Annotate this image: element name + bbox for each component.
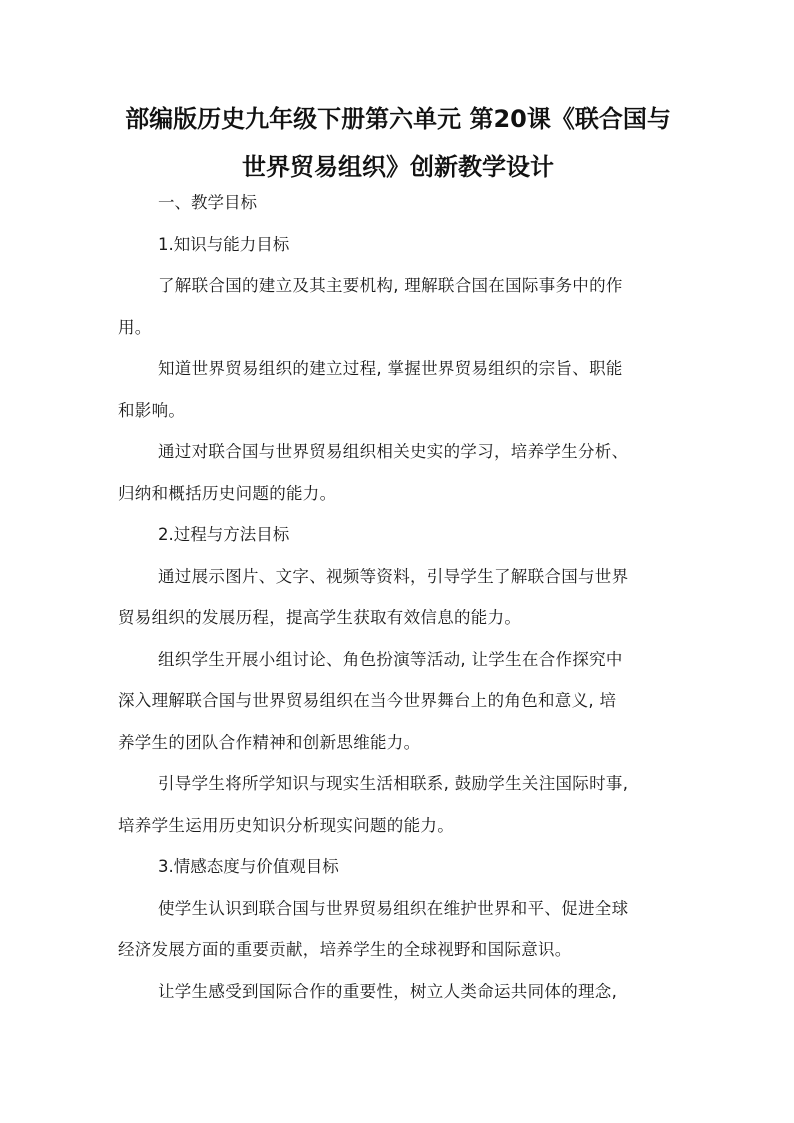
text-line: 贸易组织的发展历程，提高学生获取有效信息的能力。 [118,608,522,627]
text-line: 通过对联合国与世界贸易组织相关史实的学习，培养学生分析、 [158,442,629,461]
paragraph-group-discussion [118,639,678,764]
subheading-knowledge-ability: 1.知识与能力目标 [158,234,290,254]
paragraph-cooperation [118,971,678,1013]
text-line: 了解联合国的建立及其主要机构, 理解联合国在国际事务中的作 [158,276,623,295]
text-line: 和影响。 [118,400,186,420]
text-line: 知道世界贸易组织的建立过程, 掌握世界贸易组织的宗旨、职能 [158,359,623,378]
text-line: 培养学生运用历史知识分析现实问题的能力。 [118,815,454,835]
text-line: 深入理解联合国与世界贸易组织在当今世界舞台上的角色和意义, 培 [118,691,617,710]
paragraph-contributions [118,888,678,971]
document-title [118,95,678,191]
text-line: 引导学生将所学知识与现实生活相联系, 鼓励学生关注国际时事, [158,774,629,793]
text-line: 组织学生开展小组讨论、角色扮演等活动, 让学生在合作探究中 [158,649,623,669]
paragraph-analysis-ability [118,431,678,514]
text-line: 使学生认识到联合国与世界贸易组织在维护世界和平、促进全球 [158,898,629,918]
paragraph-wto-establishment [118,348,678,431]
text-line: 归纳和概括历史问题的能力。 [118,483,337,503]
title-line-1: 部编版历史九年级下册第六单元 第20课《联合国与 [125,105,671,133]
text-line: 用。 [118,317,152,337]
paragraph-un-establishment [118,265,678,348]
paragraph-materials [118,556,678,639]
document-body [118,182,678,1012]
text-line: 通过展示图片、文字、视频等资料，引导学生了解联合国与世界 [158,566,629,586]
paragraph-real-life [118,763,678,846]
text-line: 养学生的团队合作精神和创新思维能力。 [118,732,421,752]
subheading-emotion-values: 3.情感态度与价值观目标 [158,857,339,876]
title-line-2: 世界贸易组织》创新教学设计 [242,153,554,181]
text-line: 经济发展方面的重要贡献，培养学生的全球视野和国际意识。 [118,940,572,959]
text-line: 让学生感受到国际合作的重要性，树立人类命运共同体的理念, [158,981,618,1001]
subheading-process-method: 2.过程与方法目标 [158,525,290,544]
section-heading-teaching-objectives: 一、教学目标 [158,193,257,212]
